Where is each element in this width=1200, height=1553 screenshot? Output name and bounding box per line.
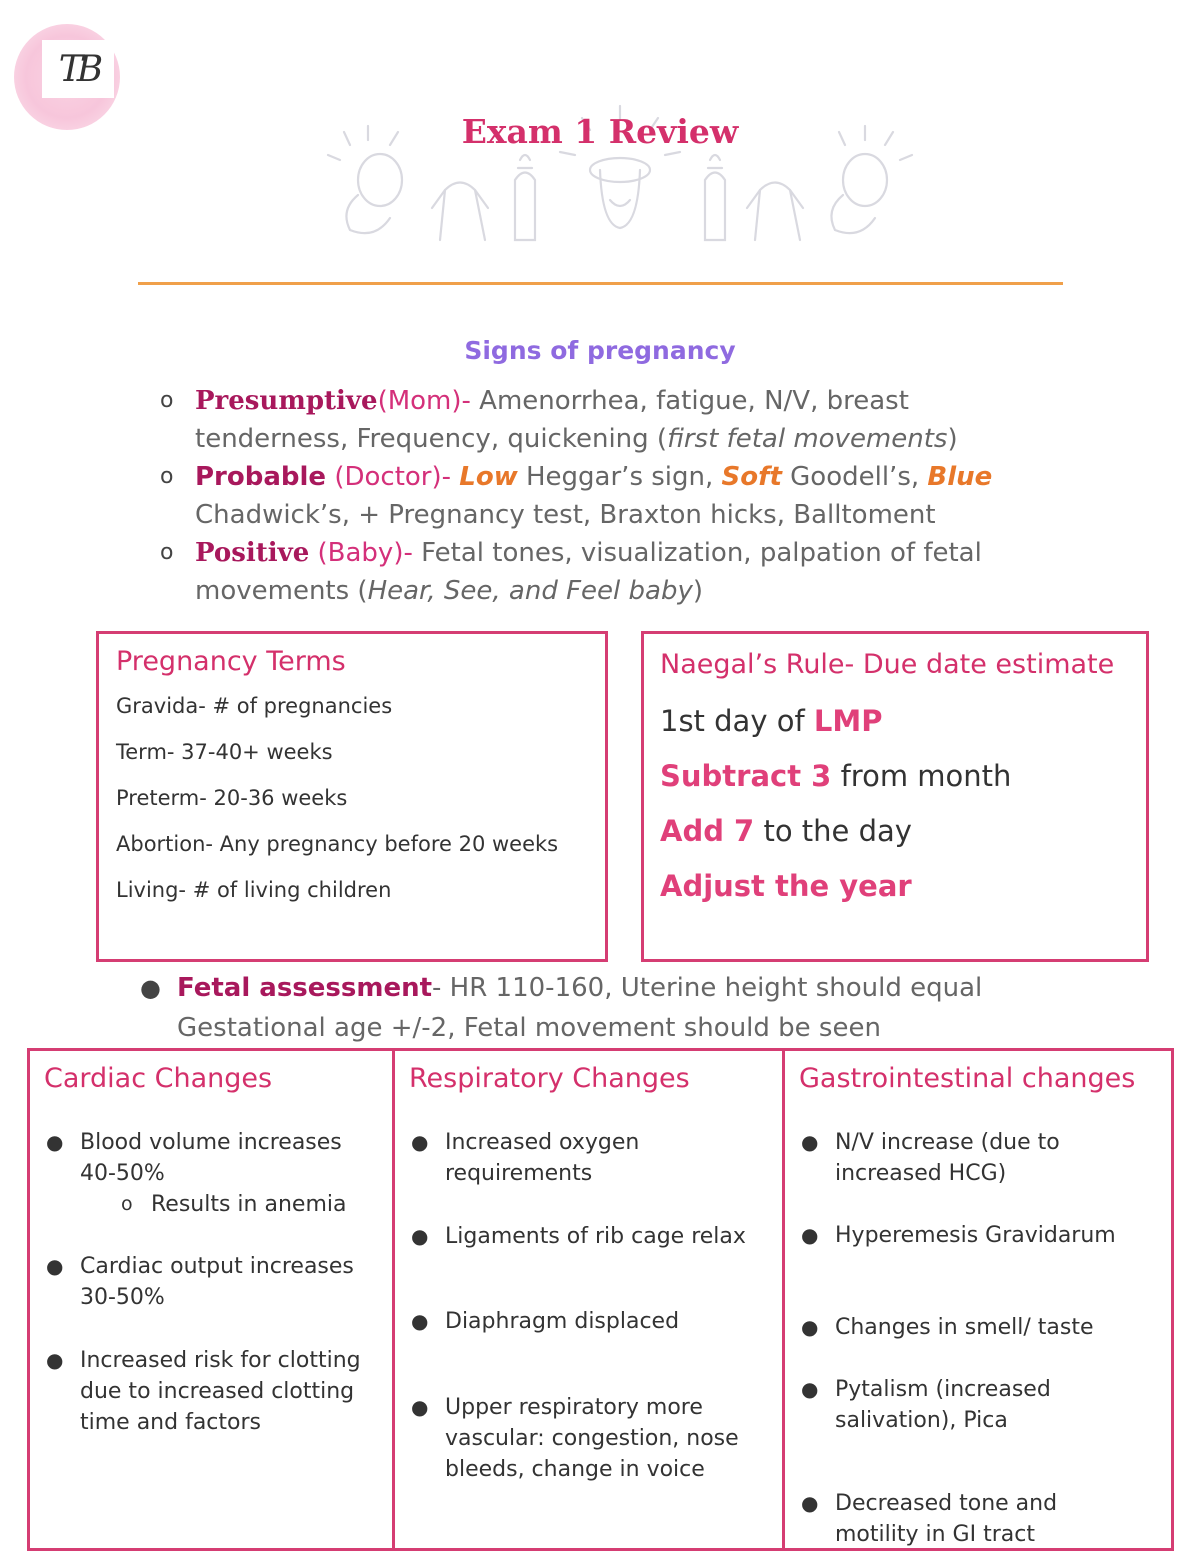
onesie-right-icon [747, 183, 803, 241]
list-item: ● Changes in smell/ taste [835, 1312, 1155, 1343]
sign-description: Amenorrhea, fatigue, N/V, breast tenderness, Frequency, quickening ( [195, 386, 909, 454]
naegal-step-4: Adjust the year [660, 869, 912, 903]
list-item: ● Ligaments of rib cage relax [445, 1221, 775, 1252]
naegal-rule-heading: Naegal’s Rule- Due date estimate [660, 649, 1115, 680]
sub-list-item: o Results in anemia [151, 1189, 381, 1220]
circle-bullet-icon: o [121, 1193, 133, 1215]
list-item: ● Diaphragm displaced [445, 1306, 765, 1337]
sign-name: Probable [195, 462, 327, 492]
bullet-icon: ● [801, 1491, 819, 1515]
fetal-assessment-label: Fetal assessment [177, 973, 433, 1003]
circle-bullet-icon: o [160, 540, 174, 565]
bullet-icon: ● [411, 1130, 429, 1154]
naegal-step-2: Subtract 3 from month [660, 759, 1012, 793]
bullet-icon: ● [801, 1377, 819, 1401]
bullet-icon: ● [801, 1223, 819, 1247]
pregnancy-terms-box [96, 631, 608, 962]
sign-note: Hear, See, and Feel baby [367, 576, 693, 606]
list-item: ● Increased oxygen requirements [445, 1127, 755, 1189]
logo-monogram: TB [42, 40, 114, 98]
sign-presumptive: o Presumptive(Mom)- Amenorrhea, fatigue, N/V, breast tenderness, Frequency, quickening (first fetal movements) [160, 382, 1060, 458]
list-item: ● N/V increase (due to increased HCG) [835, 1127, 1125, 1189]
term-item: Abortion- Any pregnancy before 20 weeks [116, 832, 559, 856]
bullet-icon: ● [46, 1348, 64, 1372]
bullet-icon: ● [411, 1309, 429, 1333]
list-item: ● Blood volume increases 40-50% [80, 1127, 370, 1189]
gastrointestinal-changes-heading: Gastrointestinal changes [799, 1063, 1136, 1094]
circle-bullet-icon: o [160, 388, 174, 413]
respiratory-changes-heading: Respiratory Changes [409, 1063, 690, 1094]
bottle-right-icon [705, 155, 725, 240]
sign-name: Positive [195, 538, 310, 568]
bullet-icon: ● [411, 1395, 429, 1419]
sign-who: (Baby)- [309, 538, 413, 568]
term-item: Living- # of living children [116, 878, 392, 902]
bullet-icon: ● [801, 1315, 819, 1339]
signs-heading: Signs of pregnancy [464, 336, 736, 365]
fetal-assessment-text: - HR 110-160, Uterine height should equal Gestational age +/-2, Fetal movement should be seen [177, 973, 983, 1043]
sign-description: Fetal tones, visualization, palpation of fetal movements ( [195, 538, 982, 606]
cardiac-changes-heading: Cardiac Changes [44, 1063, 273, 1094]
sign-who: (Mom)- [377, 386, 471, 416]
keyword-low: Low [459, 462, 518, 492]
term-item: Gravida- # of pregnancies [116, 694, 393, 718]
keyword-soft: Soft [721, 462, 782, 492]
sign-note: first fetal movements [667, 424, 948, 454]
signs-list [160, 382, 1060, 610]
bullet-icon: ● [140, 974, 161, 1002]
naegal-step-1: 1st day of LMP [660, 704, 883, 738]
list-item: ● Upper respiratory more vascular: congestion, nose bleeds, change in voice [445, 1392, 765, 1485]
cardiac-changes-column [30, 1051, 395, 1548]
keyword-blue: Blue [927, 462, 993, 492]
bullet-icon: ● [801, 1130, 819, 1154]
naegal-step-3: Add 7 to the day [660, 814, 912, 848]
title-divider [138, 282, 1063, 285]
onesie-left-icon [432, 183, 488, 241]
list-item: ● Cardiac output increases 30-50% [80, 1251, 380, 1313]
circle-bullet-icon: o [160, 464, 174, 489]
sign-positive: o Positive (Baby)- Fetal tones, visualization, palpation of fetal movements (Hear, See, and Feel baby) [160, 534, 1060, 610]
bullet-icon: ● [411, 1224, 429, 1248]
sign-probable: o Probable (Doctor)- Low Heggar’s sign, Soft Goodell’s, Blue Chadwick’s, + Pregnancy test, Braxton hicks, Balltoment [160, 458, 1060, 534]
sign-who: (Doctor)- [326, 462, 452, 492]
pregnancy-terms-heading: Pregnancy Terms [116, 646, 346, 677]
naegal-rule-box [641, 631, 1149, 962]
list-item: ● Decreased tone and motility in GI tract [835, 1488, 1135, 1550]
sign-name: Presumptive [195, 386, 378, 416]
body-changes-table [27, 1048, 1174, 1551]
gastrointestinal-changes-column [785, 1051, 1171, 1548]
list-item: ● Hyperemesis Gravidarum [835, 1220, 1155, 1251]
fetal-assessment [140, 968, 1040, 1048]
respiratory-changes-column [395, 1051, 785, 1548]
bottle-left-icon [515, 155, 535, 240]
list-item: ● Pytalism (increased salivation), Pica [835, 1374, 1125, 1436]
bullet-icon: ● [46, 1130, 64, 1154]
page-title: Exam 1 Review [461, 112, 739, 151]
term-item: Preterm- 20-36 weeks [116, 786, 348, 810]
term-item: Term- 37-40+ weeks [116, 740, 333, 764]
list-item: ● Increased risk for clotting due to increased clotting time and factors [80, 1345, 380, 1438]
bullet-icon: ● [46, 1254, 64, 1278]
